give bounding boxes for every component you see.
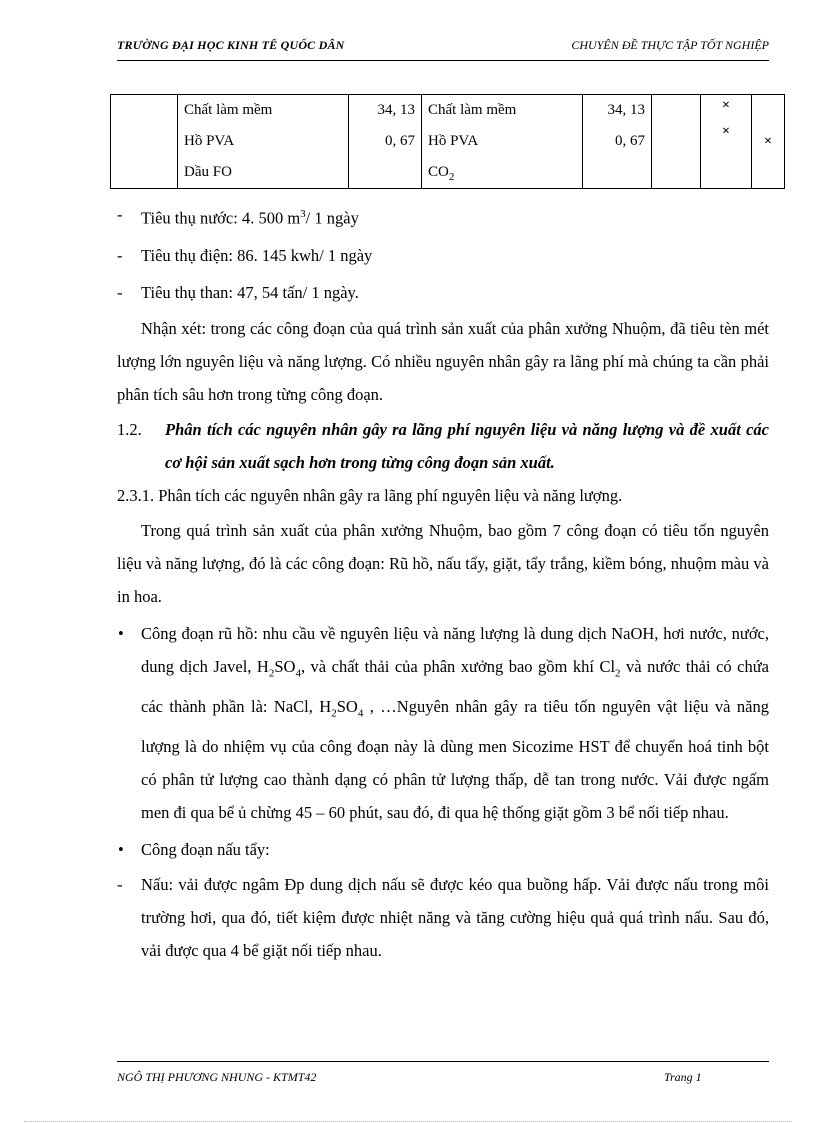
- water-consumption: - Tiêu thụ nước: 4. 500 $m^3/$ 1 ngày: [117, 198, 769, 235]
- section-title: Phân tích các nguyên nhân gây ra lãng phí nguyên liệu và năng lượng và đề xuất các cơ hội sản xuất sạch hơn trong từng công đoạn sản xuất.: [165, 419, 769, 472]
- bullet-nau-tay: • Công đoạn nấu tẩy:: [117, 833, 769, 866]
- cook-paragraph: - Nấu: vải được ngâm Đp dung dịch nấu sẽ được kéo qua buồng hấp. Vải được nấu trong môi trường hơi, qua đó, tiết kiệm được nhiệt năng và tăng cường hiệu quả quá trình nấu. Sau đó, vải được qua 4 bể giặt nối tiếp nhau.: [117, 868, 769, 967]
- intro-paragraph: Trong quá trình sản xuất của phân xưởng Nhuộm, bao gồm 7 công đoạn có tiêu tốn nguyên liệu và năng lượng, đó là các công đoạn: Rũ hồ, nấu tẩy, giặt, tẩy trắng, kiềm bóng, nhuộm màu và in hoa.: [117, 520, 769, 606]
- footer-page: Trang 1: [664, 1070, 702, 1084]
- table-cell-values-b: [583, 95, 652, 189]
- table-text: Hồ PVA: [184, 133, 235, 149]
- footer-author: NGÔ THỊ PHƯƠNG NHUNG - KTMT42: [117, 1070, 317, 1084]
- table-value: 0, 67: [615, 133, 645, 149]
- electricity-consumption: - Tiêu thụ điện: 86. 145 kwh/ 1 ngày: [117, 239, 769, 272]
- header-title: CHUYÊN ĐỀ THỰC TẬP TỐT NGHIỆP: [571, 38, 769, 52]
- table-value: 34, 13: [607, 102, 645, 118]
- page-edge: [24, 1121, 792, 1122]
- table-text: Chất làm mềm: [428, 102, 517, 118]
- footer-rule: [117, 1061, 769, 1062]
- header-school: TRƯỜNG ĐẠI HỌC KINH TẾ QUỐC DÂN: [117, 38, 345, 52]
- table-cell-materials-b: [422, 95, 583, 189]
- section-heading: [117, 413, 769, 479]
- body-content: [117, 198, 769, 967]
- table-cell-values-a: [349, 95, 422, 189]
- table-text: Hồ PVA: [428, 133, 479, 149]
- table-cell-materials-a: [178, 95, 349, 189]
- header-rule: [117, 60, 769, 61]
- coal-consumption: - Tiêu thụ than: 47, 54 tấn/ 1 ngày.: [117, 276, 769, 309]
- table-cell-blank: [652, 95, 701, 189]
- cross-mark-icon: ×: [764, 133, 772, 149]
- cross-mark-icon: ×: [722, 124, 730, 139]
- table-text: Dầu FO: [184, 164, 232, 180]
- bullet-ru-ho: • Công đoạn rũ hồ: nhu cầu về nguyên liệu và năng lượng là dung dịch NaOH, hơi nước, nước, dung dịch Javel, $H_2SO_4$, và chất thải của phân xưởng bao gồm khí $Cl_2$ và nước thải có chứa các thành phần là: NaCl, $H_2SO_4$ , …Nguyên nhân gây ra tiêu tốn nguyên vật liệu và năng lượng là do nhiệm vụ của công đoạn này là dùng men Sicozime HST để chuyển hoá tinh bột có phân tử lượng cao thành dạng có phân tử lượng thấp, dễ tan trong nước. Vải được ngấm men đi qua bể ủ chừng 45 – 60 phút, sau đó, đi qua hệ thống giặt gồm 3 bể nối tiếp nhau.: [117, 617, 769, 830]
- table-cell-mark-last: [752, 95, 785, 189]
- cross-mark-icon: ×: [722, 98, 730, 113]
- subsection-heading: 2.3.1. Phân tích các nguyên nhân gây ra lãng phí nguyên liệu và năng lượng.: [117, 485, 623, 505]
- table-text: Chất làm mềm: [184, 102, 273, 118]
- consumption-table: [110, 94, 785, 189]
- table-value: 34, 13: [377, 102, 415, 118]
- table-value: 0, 67: [385, 133, 415, 149]
- section-number: 1.2.: [117, 419, 142, 439]
- table-text-co2: $CO_2$: [428, 164, 455, 183]
- remark-paragraph: Nhận xét: trong các công đoạn của quá trình sản xuất của phân xưởng Nhuộm, đã tiêu tèn mét lượng lớn nguyên liệu và năng lượng. Có nhiều nguyên nhân gây ra lãng phí mà chúng ta cần phải phân tích sâu hơn trong từng công đoạn.: [117, 318, 769, 404]
- table-cell-marks: [701, 95, 752, 189]
- table-cell-empty: [111, 95, 178, 189]
